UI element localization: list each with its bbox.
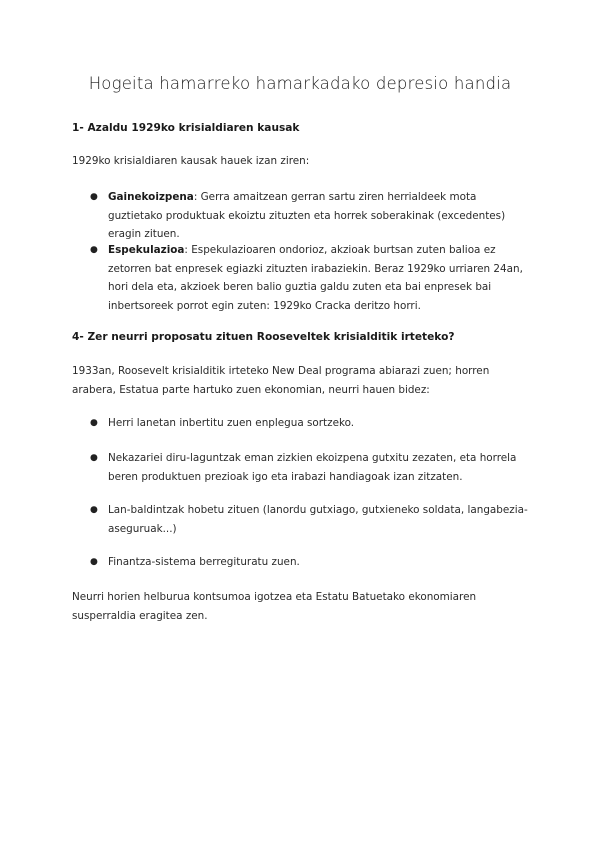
section-4-intro: 1933an, Roosevelt krisialditik irteteko New Deal programa abiarazi zuen; horren arabera, Estatua parte hartuko zuen ekonomian, neurri hauen bidez:	[72, 365, 490, 396]
bullet-icon: ●	[90, 245, 98, 255]
section-4-heading: 4- Zer neurri proposatu zituen Rooseveltek krisialditik irteteko?	[72, 331, 455, 343]
list-item-finantza-sistema	[90, 553, 528, 572]
term-text: : Espekulazioaren ondorioz, akzioak burtsan zuten balioa ez zetorren bat enpresek egiazki zituzten irabaziekin. Beraz 1929ko urriaren 24an, hori dela eta, akzioek beren balio guztia galdu zuten eta bai enpresek bai inbertsoreek porrot egin zuten: 1929ko Cracka deritzo horri.	[108, 244, 523, 312]
list-item-nekazariak	[90, 449, 528, 486]
section-1-heading: 1- Azaldu 1929ko krisialdiaren kausak	[72, 122, 300, 134]
list-item-herri-lanak	[90, 414, 528, 433]
bullet-icon: ●	[90, 505, 98, 515]
list-item-gainekoizpena	[90, 188, 528, 244]
list-item-lan-baldintzak	[90, 501, 528, 538]
bullet-icon: ●	[90, 418, 98, 428]
term-label: Espekulazioa	[108, 244, 185, 256]
list-item-espekulazioa	[90, 241, 528, 315]
term-text: : Gerra amaitzean gerran sartu ziren herrialdeek mota guztietako produktuak ekoiztu zituzten eta horrek soberakinak (excedentes) eragin zituen.	[108, 191, 506, 240]
bullet-icon: ●	[90, 192, 98, 202]
list-item-text: Herri lanetan inbertitu zuen enplegua sortzeko.	[108, 417, 355, 429]
bullet-icon: ●	[90, 453, 98, 463]
list-item-text: Lan-baldintzak hobetu zituen (lanordu gutxiago, gutxieneko soldata, langabezia-aseguruak...)	[108, 504, 528, 535]
list-item-text: Finantza-sistema berregituratu zuen.	[108, 556, 300, 568]
section-4-conclusion: Neurri horien helburua kontsumoa igotzea eta Estatu Batuetako ekonomiaren susperraldia eragitea zen.	[72, 591, 477, 622]
term-label: Gainekoizpena	[108, 191, 194, 203]
list-item-text: Nekazariei diru-laguntzak eman zizkien ekoizpena gutxitu zezaten, eta horrela beren produktuen prezioak igo eta irabazi handiagoak izan zitzaten.	[108, 452, 517, 483]
bullet-icon: ●	[90, 557, 98, 567]
section-1-intro: 1929ko krisialdiaren kausak hauek izan ziren:	[72, 155, 310, 167]
document-title: Hogeita hamarreko hamarkadako depresio handia	[88, 74, 512, 93]
